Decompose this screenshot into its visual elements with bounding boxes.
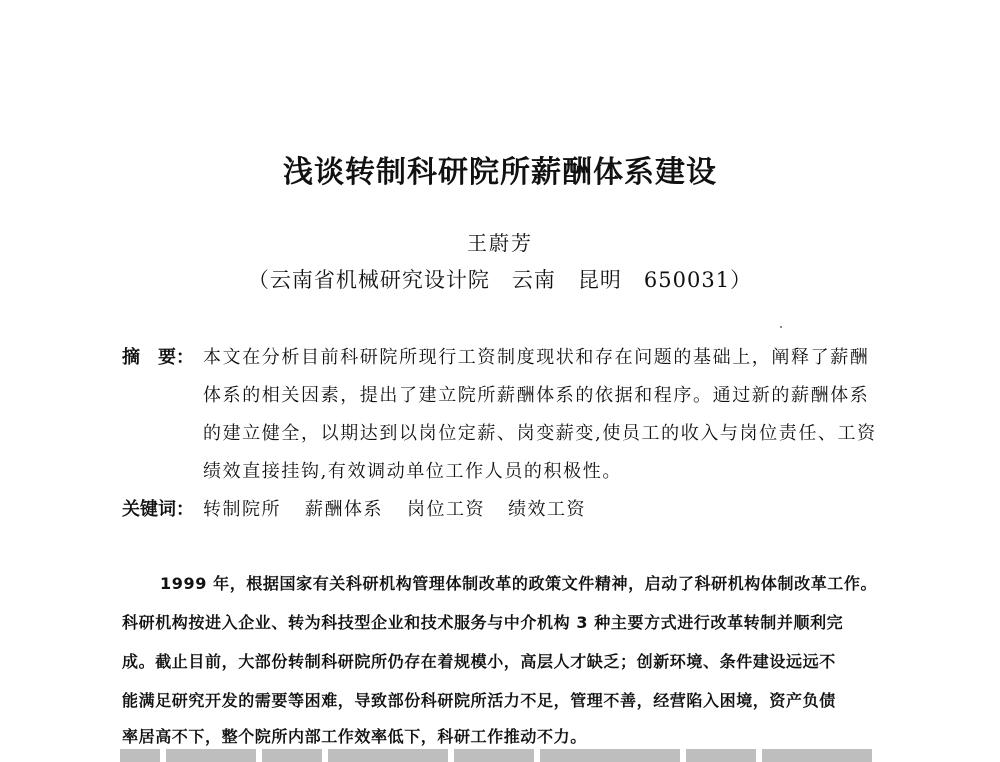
abstract-line: 体系的相关因素，提出了建立院所薪酬体系的依据和程序。通过新的薪酬体系 (203, 385, 870, 406)
author-name: 王蔚芳 (467, 231, 533, 255)
body-paragraph-line: 成。截止目前，大部份转制科研院所仍存在着规模小，高层人才缺乏；创新环境、条件建设远远不 (122, 652, 836, 671)
keyword-item: 转制院所 (203, 499, 281, 520)
keyword-item: 薪酬体系 (305, 499, 383, 520)
body-paragraph-line: 率居高不下，整个院所内部工作效率低下，科研工作推动不力。 (122, 727, 587, 746)
abstract-line: 本文在分析目前科研院所现行工资制度现状和存在问题的基础上，阐释了薪酬 (203, 347, 870, 368)
body-paragraph-line: 1999 年，根据国家有关科研机构管理体制改革的政策文件精神，启动了科研机构体制改革工作。 (160, 574, 878, 593)
keyword-item: 岗位工资 (407, 499, 485, 520)
body-paragraph-line: 能满足研究开发的需要等困难，导致部份科研院所活力不足，管理不善，经营陷入困境，资产负债 (122, 691, 836, 710)
abstract-label: 摘 要： (122, 347, 194, 368)
keyword-item: 绩效工资 (508, 499, 586, 520)
scan-speck (780, 326, 782, 328)
abstract-line: 绩效直接挂钩,有效调动单位工作人员的积极性。 (203, 461, 622, 482)
body-paragraph-line: 科研机构按进入企业、转为科技型企业和技术服务与中介机构 3 种主要方式进行改革转制并顺利完 (122, 613, 844, 632)
author-affiliation: （云南省机械研究设计院 云南 昆明 650031） (247, 268, 753, 292)
paper-title: 浅谈转制科研院所薪酬体系建设 (283, 155, 717, 190)
abstract-line: 的建立健全，以期达到以岗位定薪、岗变薪变,使员工的收入与岗位责任、工资 (203, 423, 877, 444)
keywords-label: 关键词： (122, 499, 194, 520)
